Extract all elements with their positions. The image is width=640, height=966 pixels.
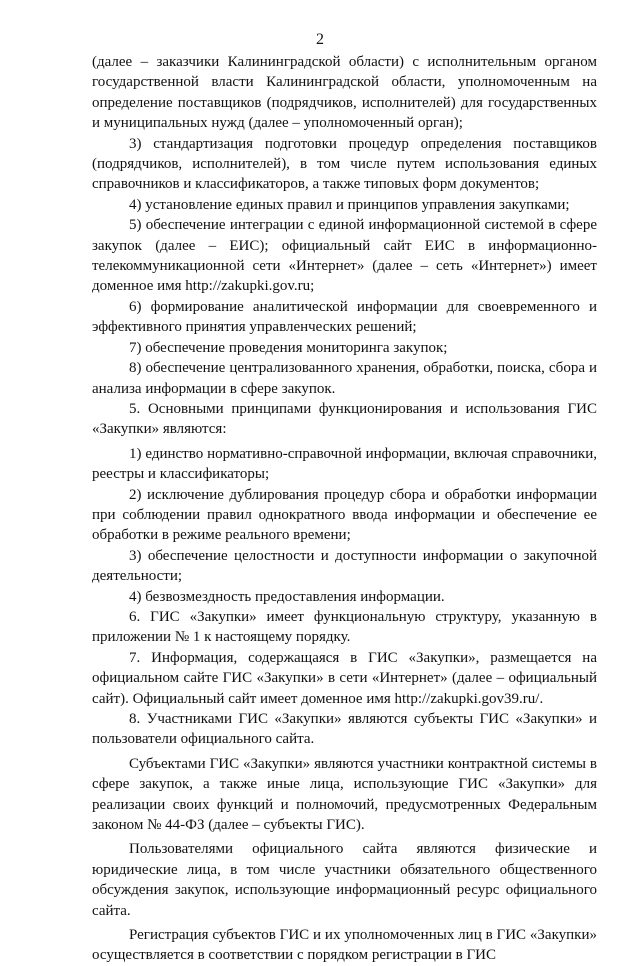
paragraph: 7) обеспечение проведения мониторинга закупок; [129,339,448,356]
document-body [92,52,597,966]
page-number: 2 [316,31,324,48]
paragraph: 3) стандартизация подготовки процедур определения поставщиков (подрядчиков, исполнителей), в том числе путем использования единых справочников и классификаторов, а также типовых форм документов; [92,135,597,193]
paragraph: Пользователями официального сайта являются физические и юридические лица, в том числе участники обязательного общественного обсуждения закупок, использующие информационный ресурс официального сайта. [92,841,597,919]
paragraph: 8. Участниками ГИС «Закупки» являются субъекты ГИС «Закупки» и пользователи официального сайта. [92,711,597,748]
paragraph: 2) исключение дублирования процедур сбора и обработки информации при соблюдении правил однократного ввода информации и обеспечение ее обработки в режиме реального времени; [92,486,597,544]
paragraph: 6. ГИС «Закупки» имеет функциональную структуру, указанную в приложении № 1 к настоящему порядку. [92,608,597,646]
paragraph: 5. Основными принципами функционирования и использования ГИС «Закупки» являются: [92,400,597,438]
paragraph: 8) обеспечение централизованного хранения, обработки, поиска, сбора и анализа информации в сфере закупок. [92,360,597,397]
paragraph: Регистрация субъектов ГИС и их уполномоченных лиц в ГИС «Закупки» осуществляется в соответствии с порядком регистрации в ГИС [92,927,597,964]
paragraph: (далее – заказчики Калининградской области) с исполнительным органом государственной власти Калининградской области, уполномоченным на определение поставщиков (подрядчиков, исполнителей) для государственных и муниципальных нужд (далее – уполномоченный орган); [92,54,597,132]
paragraph: 4) установление единых правил и принципов управления закупками; [129,196,570,213]
paragraph: 4) безвозмездность предоставления информации. [129,588,445,605]
paragraph: 6) формирование аналитической информации для своевременного и эффективного принятия управленческих решений; [92,298,597,336]
paragraph: Субъектами ГИС «Закупки» являются участники контрактной системы в сфере закупок, а также иные лица, использующие ГИС «Закупки» для реализации своих функций и полномочий, предусмотренных Федеральным законом № 44-ФЗ (далее – субъекты ГИС). [92,755,597,834]
paragraph: 7. Информация, содержащаяся в ГИС «Закупки», размещается на официальном сайте ГИС «Закупки» в сети «Интернет» (далее – официальный сайт). Официальный сайт имеет доменное имя http://zakupki.gov39.ru/. [92,649,597,707]
paragraph: 5) обеспечение интеграции с единой информационной системой в сфере закупок (далее – ЕИС); официальный сайт ЕИС в информационно-телекоммуникационной сети «Интернет» (далее – сеть «Интернет») имеет доменное имя http://zakupki.gov.ru; [92,217,597,295]
paragraph: 1) единство нормативно-справочной информации, включая справочники, реестры и классификаторы; [92,445,597,483]
paragraph: 3) обеспечение целостности и доступности информации о закупочной деятельности; [92,547,597,585]
